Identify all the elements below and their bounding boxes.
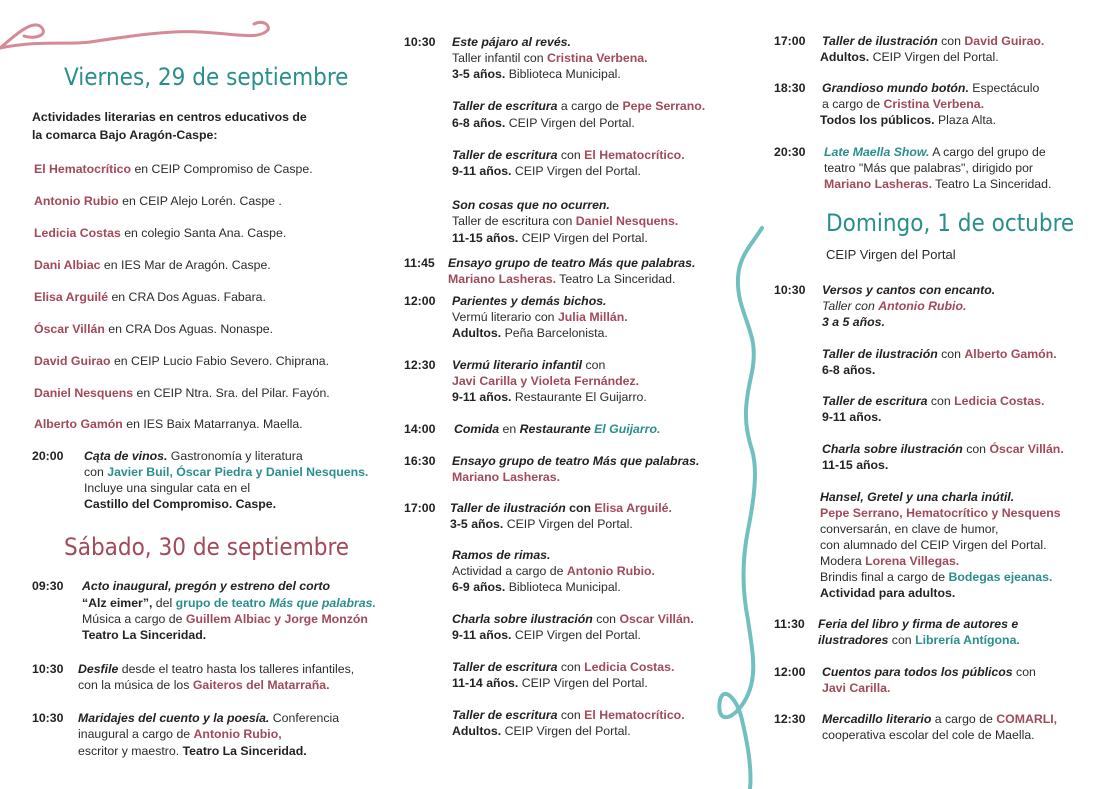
event-names: El Hematocrítico. xyxy=(584,148,685,162)
event-age: Todos los públicos. xyxy=(820,113,935,127)
event-line xyxy=(452,115,635,131)
event-line xyxy=(78,743,307,759)
event-age: 3-5 años. xyxy=(450,517,504,531)
event-title: Versos y cantos con encanto. xyxy=(822,283,996,297)
event-line xyxy=(452,50,647,66)
event-venue: Restaurante xyxy=(519,422,595,436)
event-line xyxy=(452,627,641,643)
center-detail: en CEIP Compromiso de Caspe. xyxy=(131,162,313,176)
event-title: Ensayo grupo de teatro Más que palabras. xyxy=(448,256,696,270)
center-item xyxy=(34,416,303,432)
author-name: El Hematocrítico xyxy=(34,162,132,176)
author-name: Elisa Arguilé xyxy=(34,290,109,304)
event-title: Taller de escritura xyxy=(452,708,558,722)
event-title-line xyxy=(78,661,354,677)
event-venue-name: Librería Antígona. xyxy=(915,633,1020,647)
center-item xyxy=(34,385,330,401)
event-title: Cąta de vinos. xyxy=(84,449,168,463)
event-time: 10:30 xyxy=(32,711,64,725)
event-title-line xyxy=(450,500,672,516)
event-names: Javi Carilla. xyxy=(822,681,891,695)
event-time: 12:00 xyxy=(404,294,436,308)
event-age: 6-8 años. xyxy=(822,363,876,377)
event-title: Mercadillo literario xyxy=(822,712,932,726)
event-detail: con xyxy=(888,633,916,647)
author-name: Óscar Villán xyxy=(34,322,105,336)
event-time: 10:30 xyxy=(32,662,64,676)
event-title: Vermú literario infantil xyxy=(452,358,583,372)
saturday-title: Sábado, 30 de septiembre xyxy=(64,533,350,561)
event-time: 12:30 xyxy=(774,712,806,726)
event-title-line xyxy=(452,611,694,627)
event-line xyxy=(818,632,1020,648)
event-venue: Teatro La Sinceridad. xyxy=(82,628,207,642)
event-age: 9-11 años. xyxy=(822,410,882,424)
event-line: con alumnado del CEIP Virgen del Portal. xyxy=(820,538,1047,552)
event-detail: con xyxy=(84,465,108,479)
event-line xyxy=(822,298,966,314)
event-title: Grandioso mundo botón. xyxy=(822,81,969,95)
event-title: Ensayo grupo de teatro Más que palabras. xyxy=(452,454,700,468)
event-detail: en xyxy=(499,422,520,436)
event-title: Parientes y demás bichos. xyxy=(452,294,607,308)
event-names: Cristina Verbena. xyxy=(547,51,648,65)
event-line xyxy=(452,163,641,179)
event-names: Javier Buil, Óscar Piedra y Daniel Nesquens. xyxy=(107,465,369,479)
event-line xyxy=(78,726,282,742)
event-line xyxy=(84,464,368,480)
center-detail: en IES Baix Matarranya. Maella. xyxy=(122,417,303,431)
event-title: Este pájaro al revés. xyxy=(452,35,571,49)
event-names: Antonio Rubio, xyxy=(193,727,282,741)
event-line xyxy=(820,569,1052,585)
author-name: Alberto Gamón xyxy=(34,417,123,431)
event-names: COMARLI, xyxy=(996,712,1058,726)
event-time: 11:30 xyxy=(774,617,805,631)
event-venue: CEIP Virgen del Portal. xyxy=(503,517,633,531)
event-line xyxy=(452,66,621,82)
event-names: Mariano Lasheras. xyxy=(824,177,932,191)
event-title: Late Maella Show. xyxy=(824,145,930,159)
event-title-line xyxy=(822,33,1044,49)
event-age: 9-11 años. xyxy=(452,164,512,178)
event-age: 11-15 años. xyxy=(822,458,889,472)
event-age: Actividad para adultos. xyxy=(820,586,956,600)
event-detail: Gastronomía y literatura xyxy=(167,449,303,463)
event-names: Óscar Villán. xyxy=(989,442,1064,456)
event-title: Hansel, Gretel y una charla inútil. xyxy=(820,490,1015,504)
event-names: Cristina Verbena. xyxy=(883,97,984,111)
event-venue: Teatro La Sinceridad. xyxy=(555,272,676,286)
author-name: Daniel Nesquens xyxy=(34,386,134,400)
event-line xyxy=(452,213,678,229)
event-detail: Brindis final a cargo de xyxy=(820,570,949,584)
event-detail: con xyxy=(557,708,585,722)
event-title: Taller de ilustración xyxy=(822,34,938,48)
event-line: cooperativa escolar del cole de Maella. xyxy=(822,728,1035,742)
center-detail: en CEIP Ntra. Sra. del Pilar. Fayón. xyxy=(133,386,330,400)
event-names: David Guirao. xyxy=(964,34,1045,48)
event-time: 10:30 xyxy=(774,283,806,297)
event-venue: CEIP Virgen del Portal. xyxy=(505,116,635,130)
event-detail: con xyxy=(1012,665,1036,679)
event-detail: Modera xyxy=(820,554,866,568)
event-line xyxy=(452,325,608,341)
event-detail: con xyxy=(557,148,585,162)
event-time: 10:30 xyxy=(404,35,436,49)
event-age: 9-11 años. xyxy=(452,390,512,404)
center-detail: en CRA Dos Aguas. Fabara. xyxy=(108,290,266,304)
event-subtitle: “Alz eimer”, xyxy=(82,596,153,610)
event-names: Antonio Rubio. xyxy=(566,564,655,578)
author-name: Ledicia Costas xyxy=(34,226,121,240)
event-detail: con xyxy=(592,612,620,626)
event-detail: a cargo de xyxy=(557,99,623,113)
center-item xyxy=(34,161,313,177)
event-venue: Peña Barcelonista. xyxy=(501,326,608,340)
center-detail: en CEIP Alejo Lorén. Caspe . xyxy=(118,194,282,208)
event-detail: Taller con xyxy=(822,299,879,313)
sunday-venue: CEIP Virgen del Portal xyxy=(826,247,956,262)
event-title: Cuentos para todos los públicos xyxy=(822,665,1013,679)
event-names: Pepe Serrano, Hematocrítico y Nesquens xyxy=(820,506,1061,520)
event-time: 16:30 xyxy=(404,454,436,468)
event-title-line xyxy=(84,448,303,464)
event-title: Acto inaugural, pregón y estreno del corto xyxy=(82,579,331,593)
event-title-line xyxy=(452,98,705,114)
event-title: Taller de ilustración xyxy=(822,347,938,361)
event-names: El Hematocrítico. xyxy=(584,708,685,722)
event-detail: con la música de los xyxy=(78,678,193,692)
event-names: Mariano Lasheras. xyxy=(448,272,556,286)
event-time: 12:00 xyxy=(774,665,806,679)
event-venue: CEIP Virgen del Portal. xyxy=(511,164,641,178)
event-names: Alberto Gamón. xyxy=(964,347,1057,361)
event-line xyxy=(452,389,647,405)
event-title-line xyxy=(452,147,685,163)
event-venue: Castillo del Compromiso. Caspe. xyxy=(84,497,277,511)
event-line xyxy=(82,611,368,627)
event-title-line xyxy=(452,707,685,723)
event-detail: A cargo del grupo de xyxy=(929,145,1046,159)
event-age: 11-14 años. xyxy=(452,676,519,690)
event-title: Taller de ilustración xyxy=(450,501,566,515)
event-line xyxy=(448,271,675,287)
event-names: Mariano Lasheras. xyxy=(452,470,560,484)
event-detail: con xyxy=(565,501,595,515)
event-time: 12:30 xyxy=(404,358,436,372)
event-detail: con xyxy=(582,358,606,372)
event-line xyxy=(452,309,628,325)
event-title-line xyxy=(452,357,605,373)
event-venue: Teatro La Sinceridad. xyxy=(182,744,307,758)
event-detail: con xyxy=(962,442,990,456)
event-line xyxy=(820,553,959,569)
event-group-name: Más que palabras. xyxy=(269,596,376,610)
sunday-title: Domingo, 1 de octubre xyxy=(826,209,1075,237)
event-detail: con xyxy=(937,347,965,361)
event-age: 6-8 años. xyxy=(452,116,506,130)
author-name: Antonio Rubio xyxy=(34,194,119,208)
event-title-line xyxy=(452,659,674,675)
teal-ribbon xyxy=(719,228,762,789)
event-detail: Actividad a cargo de xyxy=(452,564,567,578)
event-names: Javi Carilla y Violeta Fernández. xyxy=(452,374,640,388)
event-title: Comida xyxy=(454,422,500,436)
event-title: Taller de escritura xyxy=(452,99,558,113)
event-detail: a cargo de xyxy=(931,712,997,726)
event-names: Ledicia Costas. xyxy=(584,660,675,674)
event-line xyxy=(452,723,631,739)
event-title-line xyxy=(822,441,1064,457)
event-title: Feria del libro y firma de autores e xyxy=(818,617,1019,631)
event-sponsor: Bodegas ejeanas. xyxy=(948,570,1053,584)
event-age: Adultos. xyxy=(452,724,502,738)
event-time: 14:00 xyxy=(404,422,436,436)
event-detail: Taller de escritura con xyxy=(452,214,576,228)
event-title: Charla sobre ilustración xyxy=(452,612,593,626)
event-title: Ramos de rimas. xyxy=(452,548,551,562)
event-title: Desfile xyxy=(78,662,119,676)
event-time: 20:00 xyxy=(32,449,64,463)
event-title: Taller de escritura xyxy=(822,394,928,408)
center-detail: en CEIP Lucio Fabio Severo. Chiprana. xyxy=(110,354,330,368)
event-names: Lorena Villegas. xyxy=(865,554,960,568)
event-age: 9-11 años. xyxy=(452,628,512,642)
event-age: 3-5 años. xyxy=(452,67,506,81)
event-title-line xyxy=(78,710,339,726)
event-age: Adultos. xyxy=(820,50,870,64)
event-detail: desde el teatro hasta los talleres infantiles, xyxy=(118,662,355,676)
center-detail: en CRA Dos Aguas. Nonaspe. xyxy=(104,322,274,336)
event-title: Charla sobre ilustración xyxy=(822,442,963,456)
event-line xyxy=(452,563,655,579)
event-title-line xyxy=(822,346,1057,362)
event-title: Maridajes del cuento y la poesía. xyxy=(78,711,270,725)
event-detail: del xyxy=(152,596,176,610)
center-item xyxy=(34,225,286,241)
event-title-line xyxy=(822,711,1057,727)
author-name: David Guirao xyxy=(34,354,111,368)
event-line xyxy=(452,230,648,246)
event-title-line xyxy=(822,80,1039,96)
event-line xyxy=(822,96,984,112)
event-title: Son cosas que no ocurren. xyxy=(452,198,610,212)
event-detail: a cargo de xyxy=(822,97,884,111)
event-names: Oscar Villán. xyxy=(619,612,694,626)
event-title: Taller de escritura xyxy=(452,660,558,674)
event-line xyxy=(820,49,999,65)
event-names: Antonio Rubio. xyxy=(878,299,967,313)
intro-line-2: la comarca Bajo Aragón-Caspe: xyxy=(32,128,218,142)
event-time: 17:00 xyxy=(404,501,436,515)
event-line xyxy=(452,675,648,691)
event-line: Incluye una singular cata en el xyxy=(84,481,251,495)
event-line xyxy=(78,677,330,693)
event-line xyxy=(452,579,621,595)
event-age: 3 a 5 años. xyxy=(822,315,885,329)
event-detail: escritor y maestro. xyxy=(78,744,183,758)
event-names: Daniel Nesquens. xyxy=(575,214,679,228)
center-detail: en colegio Santa Ana. Caspe. xyxy=(120,226,287,240)
event-detail: Taller infantil con xyxy=(452,51,548,65)
event-venue: Teatro La Sinceridad. xyxy=(931,177,1052,191)
center-item xyxy=(34,321,273,337)
event-time: 18:30 xyxy=(774,81,806,95)
author-name: Dani Albiac xyxy=(34,258,101,272)
event-detail: Conferencia xyxy=(269,711,340,725)
event-venue: Plaza Alta. xyxy=(934,113,997,127)
event-detail: Espectáculo xyxy=(968,81,1040,95)
event-venue-name: El Guijarro. xyxy=(594,422,661,436)
event-venue: CEIP Virgen del Portal. xyxy=(518,231,648,245)
center-item xyxy=(34,289,266,305)
event-detail: Vermú literario con xyxy=(452,310,558,324)
event-line xyxy=(824,176,1051,192)
event-venue: CEIP Virgen del Portal. xyxy=(511,628,641,642)
event-names: Pepe Serrano. xyxy=(622,99,706,113)
event-time: 11:45 xyxy=(404,256,435,270)
event-detail: con xyxy=(937,34,965,48)
event-time: 09:30 xyxy=(32,579,64,593)
event-names: Guillem Albiac y Jorge Monzón xyxy=(185,612,368,626)
event-detail: con xyxy=(557,660,585,674)
event-names: Elisa Arguilé. xyxy=(594,501,672,515)
intro-line-1: Actividades literarias en centros educativos de xyxy=(32,110,307,124)
event-detail: Música a cargo de xyxy=(82,612,186,626)
event-names: Julia Millán. xyxy=(557,310,628,324)
event-venue: CEIP Virgen del Portal. xyxy=(518,676,648,690)
event-names: Gaiteros del Matarraña. xyxy=(192,678,330,692)
center-item xyxy=(34,353,329,369)
event-line: conversarán, en clave de humor, xyxy=(820,522,999,536)
center-item xyxy=(34,257,271,273)
event-title-line xyxy=(822,393,1044,409)
event-line xyxy=(450,516,633,532)
event-line: teatro "Más que palabras", dirigido por xyxy=(824,161,1034,175)
event-time: 17:00 xyxy=(774,34,806,48)
center-detail: en IES Mar de Aragón. Caspe. xyxy=(100,258,271,272)
event-venue: CEIP Virgen del Portal. xyxy=(869,50,999,64)
event-venue: CEIP Virgen del Portal. xyxy=(501,724,631,738)
event-title: ilustradores xyxy=(818,633,889,647)
rose-ribbon xyxy=(0,22,268,48)
event-age: 6-9 años. xyxy=(452,580,506,594)
event-venue: Biblioteca Municipal. xyxy=(505,580,621,594)
event-line xyxy=(820,112,996,128)
event-age: Adultos. xyxy=(452,326,502,340)
event-title-line xyxy=(824,144,1046,160)
event-age: 11-15 años. xyxy=(452,231,519,245)
event-time: 20:30 xyxy=(774,145,806,159)
event-title-line xyxy=(822,664,1036,680)
event-venue: Biblioteca Municipal. xyxy=(505,67,621,81)
event-detail: inaugural a cargo de xyxy=(78,727,194,741)
event-line xyxy=(82,595,376,611)
event-names: Ledicia Costas. xyxy=(954,394,1045,408)
event-title: Taller de escritura xyxy=(452,148,558,162)
friday-title: Viernes, 29 de septiembre xyxy=(64,63,349,91)
event-title-line xyxy=(454,421,660,437)
event-venue: Restaurante El Guijarro. xyxy=(511,390,647,404)
center-item xyxy=(34,193,282,209)
event-group: grupo de teatro xyxy=(175,596,270,610)
event-detail: con xyxy=(927,394,955,408)
